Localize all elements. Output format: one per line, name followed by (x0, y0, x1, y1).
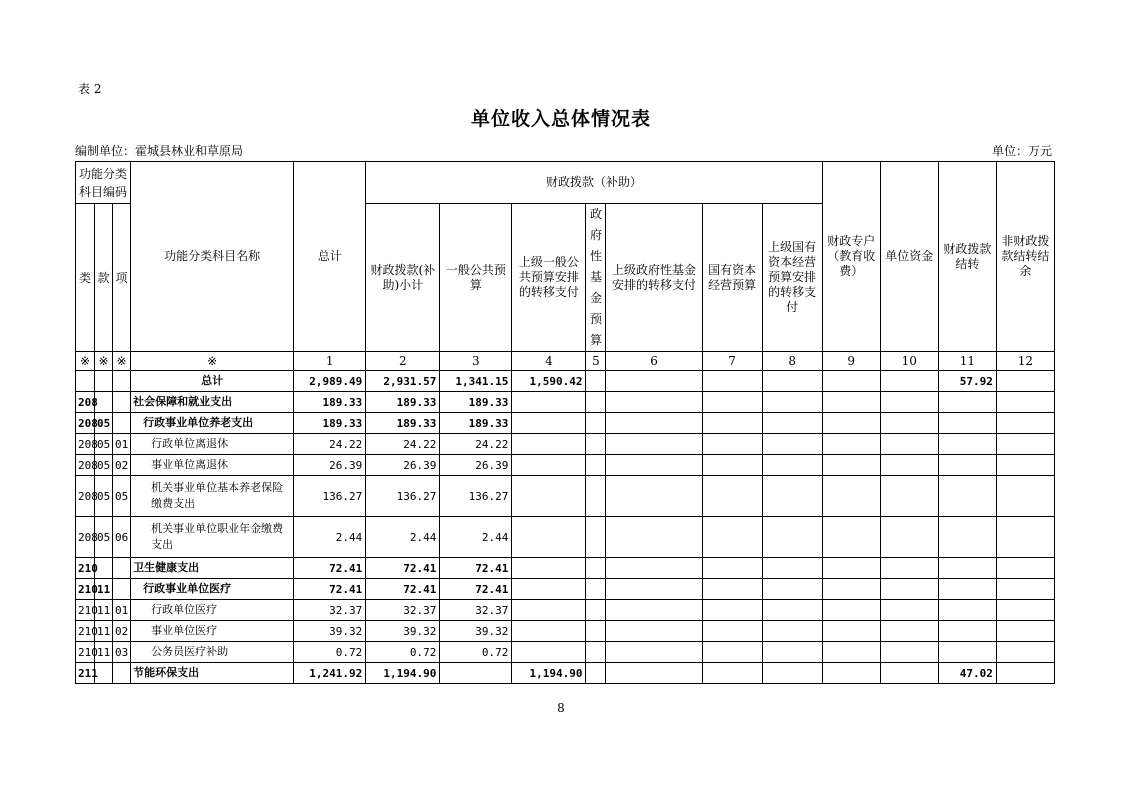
value-unit-funds (880, 663, 938, 684)
value-gov-fund (586, 371, 606, 392)
index-cell: ※ (131, 352, 294, 371)
currency-unit: 单位：万元 (991, 144, 1052, 158)
value-general-budget: 1,341.15 (440, 371, 512, 392)
header-upper-fund: 上级政府性基金安排的转移支付 (606, 204, 702, 352)
table-row (76, 455, 1055, 476)
value-carryover (938, 476, 996, 517)
value-upper-state (762, 600, 822, 621)
value-unit-funds (880, 455, 938, 476)
value-general-budget (440, 663, 512, 684)
value-upper-fund (606, 579, 702, 600)
value-fiscal-subtotal: 2.44 (366, 517, 440, 558)
value-nonfiscal (996, 371, 1054, 392)
index-cell: 10 (880, 352, 938, 371)
index-cell: 3 (440, 352, 512, 371)
value-unit-funds (880, 642, 938, 663)
index-cell: 1 (294, 352, 366, 371)
value-nonfiscal (996, 413, 1054, 434)
value-nonfiscal (996, 434, 1054, 455)
value-upper-fund (606, 663, 702, 684)
header-row-1 (76, 162, 1055, 204)
value-unit-funds (880, 621, 938, 642)
value-general-budget: 72.41 (440, 579, 512, 600)
index-cell: 12 (996, 352, 1054, 371)
table-row (76, 642, 1055, 663)
header-general-budget: 一般公共预算 (440, 204, 512, 352)
value-upper-fund (606, 434, 702, 455)
value-fiscal-subtotal: 189.33 (366, 392, 440, 413)
header-upper-general: 上级一般公共预算安排的转移支付 (512, 204, 586, 352)
value-fiscal-subtotal: 2,931.57 (366, 371, 440, 392)
value-fiscal-subtotal: 72.41 (366, 579, 440, 600)
value-carryover (938, 642, 996, 663)
item-name: 机关事业单位基本养老保险缴费支出 (131, 476, 294, 517)
value-upper-general: 1,194.90 (512, 663, 586, 684)
value-upper-fund (606, 621, 702, 642)
value-gov-fund (586, 558, 606, 579)
table-row (76, 392, 1055, 413)
value-nonfiscal (996, 579, 1054, 600)
value-gov-fund (586, 434, 606, 455)
value-fiscal-subtotal: 0.72 (366, 642, 440, 663)
item-name: 公务员医疗补助 (131, 642, 294, 663)
income-summary-table (75, 161, 1055, 684)
code-lei: 208 (76, 434, 95, 455)
code-lei (76, 371, 95, 392)
value-upper-general (512, 392, 586, 413)
value-general-budget: 39.32 (440, 621, 512, 642)
code-kuan: 05 (95, 517, 113, 558)
value-carryover (938, 558, 996, 579)
value-upper-general (512, 621, 586, 642)
value-upper-general (512, 642, 586, 663)
value-edu (822, 558, 880, 579)
code-kuan: 05 (95, 413, 113, 434)
item-name: 总计 (131, 371, 294, 392)
value-upper-state (762, 558, 822, 579)
value-upper-fund (606, 558, 702, 579)
value-edu (822, 392, 880, 413)
code-lei: 208 (76, 476, 95, 517)
code-kuan: 11 (95, 579, 113, 600)
value-general-budget: 136.27 (440, 476, 512, 517)
code-kuan: 11 (95, 600, 113, 621)
value-carryover: 57.92 (938, 371, 996, 392)
value-nonfiscal (996, 476, 1054, 517)
value-fiscal-subtotal: 189.33 (366, 413, 440, 434)
value-upper-general (512, 413, 586, 434)
table-row (76, 579, 1055, 600)
item-name: 行政事业单位养老支出 (131, 413, 294, 434)
value-total: 189.33 (294, 392, 366, 413)
value-unit-funds (880, 579, 938, 600)
code-lei: 210 (76, 558, 95, 579)
item-name: 行政事业单位医疗 (131, 579, 294, 600)
page-title: 单位收入总体情况表 (470, 108, 651, 130)
value-nonfiscal (996, 392, 1054, 413)
value-upper-state (762, 579, 822, 600)
value-upper-general: 1,590.42 (512, 371, 586, 392)
header-upper-state: 上级国有资本经营预算安排的转移支付 (762, 204, 822, 352)
header-code-group: 功能分类科目编码 (76, 162, 131, 204)
header-unit-funds: 单位资金 (880, 162, 938, 352)
value-fiscal-subtotal: 72.41 (366, 558, 440, 579)
value-gov-fund (586, 621, 606, 642)
value-upper-general (512, 434, 586, 455)
code-lei: 208 (76, 392, 95, 413)
index-cell: 4 (512, 352, 586, 371)
code-kuan: 11 (95, 642, 113, 663)
value-upper-fund (606, 413, 702, 434)
value-general-budget: 2.44 (440, 517, 512, 558)
value-fiscal-subtotal: 1,194.90 (366, 663, 440, 684)
value-state-capital (702, 558, 762, 579)
value-upper-state (762, 476, 822, 517)
value-nonfiscal (996, 455, 1054, 476)
value-nonfiscal (996, 517, 1054, 558)
code-kuan: 05 (95, 476, 113, 517)
value-unit-funds (880, 392, 938, 413)
header-nonfiscal: 非财政拨款结转结余 (996, 162, 1054, 352)
index-cell: 6 (606, 352, 702, 371)
value-general-budget: 24.22 (440, 434, 512, 455)
index-cell: 11 (938, 352, 996, 371)
value-gov-fund (586, 413, 606, 434)
header-gov-fund: 政府性基金预算 (586, 204, 606, 352)
value-upper-fund (606, 371, 702, 392)
value-edu (822, 413, 880, 434)
compiling-unit: 编制单位：霍城县林业和草原局 (75, 144, 244, 158)
code-xiang: 05 (113, 476, 131, 517)
value-unit-funds (880, 476, 938, 517)
value-total: 189.33 (294, 413, 366, 434)
value-state-capital (702, 663, 762, 684)
index-cell: ※ (95, 352, 113, 371)
value-state-capital (702, 517, 762, 558)
value-general-budget: 32.37 (440, 600, 512, 621)
index-cell: 5 (586, 352, 606, 371)
code-lei: 210 (76, 579, 95, 600)
value-fiscal-subtotal: 39.32 (366, 621, 440, 642)
value-fiscal-subtotal: 26.39 (366, 455, 440, 476)
header-fiscal-subtotal: 财政拨款(补助)小计 (366, 204, 440, 352)
value-total: 24.22 (294, 434, 366, 455)
value-upper-fund (606, 600, 702, 621)
code-lei: 208 (76, 455, 95, 476)
value-upper-general (512, 517, 586, 558)
value-carryover (938, 413, 996, 434)
value-upper-state (762, 642, 822, 663)
value-gov-fund (586, 392, 606, 413)
value-gov-fund (586, 476, 606, 517)
code-kuan (95, 371, 113, 392)
value-gov-fund (586, 579, 606, 600)
value-state-capital (702, 392, 762, 413)
code-xiang: 03 (113, 642, 131, 663)
code-xiang: 02 (113, 621, 131, 642)
value-upper-fund (606, 455, 702, 476)
value-upper-fund (606, 476, 702, 517)
header-fiscal-group: 财政拨款（补助） (366, 162, 822, 204)
value-edu (822, 455, 880, 476)
item-name: 社会保障和就业支出 (131, 392, 294, 413)
value-fiscal-subtotal: 32.37 (366, 600, 440, 621)
value-unit-funds (880, 371, 938, 392)
value-upper-general (512, 558, 586, 579)
code-lei: 210 (76, 642, 95, 663)
item-name: 行政单位离退休 (131, 434, 294, 455)
code-lei: 210 (76, 600, 95, 621)
value-total: 136.27 (294, 476, 366, 517)
value-gov-fund (586, 600, 606, 621)
value-total: 72.41 (294, 579, 366, 600)
value-upper-state (762, 371, 822, 392)
table-body (76, 371, 1055, 684)
value-unit-funds (880, 600, 938, 621)
value-upper-general (512, 600, 586, 621)
value-state-capital (702, 413, 762, 434)
header-edu: 财政专户（教育收费） (822, 162, 880, 352)
value-state-capital (702, 455, 762, 476)
item-name: 事业单位离退休 (131, 455, 294, 476)
value-upper-state (762, 392, 822, 413)
header-kuan: 款 (95, 204, 113, 352)
value-upper-general (512, 455, 586, 476)
header-name: 功能分类科目名称 (131, 162, 294, 352)
value-carryover (938, 600, 996, 621)
value-unit-funds (880, 558, 938, 579)
value-total: 26.39 (294, 455, 366, 476)
item-name: 行政单位医疗 (131, 600, 294, 621)
value-upper-fund (606, 642, 702, 663)
index-cell: 8 (762, 352, 822, 371)
table-row (76, 434, 1055, 455)
header-total: 总计 (294, 162, 366, 352)
value-upper-general (512, 579, 586, 600)
value-upper-fund (606, 392, 702, 413)
value-general-budget: 189.33 (440, 413, 512, 434)
code-xiang (113, 579, 131, 600)
value-total: 1,241.92 (294, 663, 366, 684)
index-cell: 2 (366, 352, 440, 371)
value-fiscal-subtotal: 24.22 (366, 434, 440, 455)
value-unit-funds (880, 413, 938, 434)
value-unit-funds (880, 434, 938, 455)
value-edu (822, 663, 880, 684)
value-upper-state (762, 663, 822, 684)
value-fiscal-subtotal: 136.27 (366, 476, 440, 517)
value-gov-fund (586, 642, 606, 663)
value-upper-state (762, 434, 822, 455)
value-nonfiscal (996, 600, 1054, 621)
value-gov-fund (586, 517, 606, 558)
index-cell: 7 (702, 352, 762, 371)
code-kuan: 05 (95, 455, 113, 476)
value-total: 2.44 (294, 517, 366, 558)
code-xiang (113, 413, 131, 434)
value-general-budget: 72.41 (440, 558, 512, 579)
value-state-capital (702, 579, 762, 600)
header-index-row (76, 352, 1055, 371)
value-general-budget: 26.39 (440, 455, 512, 476)
value-carryover (938, 455, 996, 476)
value-total: 32.37 (294, 600, 366, 621)
item-name: 卫生健康支出 (131, 558, 294, 579)
index-cell: ※ (76, 352, 95, 371)
value-upper-general (512, 476, 586, 517)
code-xiang (113, 392, 131, 413)
value-edu (822, 434, 880, 455)
value-total: 39.32 (294, 621, 366, 642)
index-cell: ※ (113, 352, 131, 371)
value-state-capital (702, 642, 762, 663)
header-xiang: 项 (113, 204, 131, 352)
value-upper-state (762, 517, 822, 558)
code-xiang: 02 (113, 455, 131, 476)
value-state-capital (702, 621, 762, 642)
code-kuan: 11 (95, 621, 113, 642)
header-carryover: 财政拨款结转 (938, 162, 996, 352)
header-lei: 类 (76, 204, 95, 352)
code-kuan: 05 (95, 434, 113, 455)
value-state-capital (702, 476, 762, 517)
code-xiang (113, 371, 131, 392)
table-row (76, 517, 1055, 558)
code-lei: 211 (76, 663, 95, 684)
code-xiang: 06 (113, 517, 131, 558)
value-carryover (938, 621, 996, 642)
value-edu (822, 600, 880, 621)
code-lei: 208 (76, 413, 95, 434)
value-edu (822, 579, 880, 600)
value-state-capital (702, 600, 762, 621)
value-upper-state (762, 621, 822, 642)
table-row (76, 371, 1055, 392)
table-row (76, 663, 1055, 684)
index-cell: 9 (822, 352, 880, 371)
value-general-budget: 189.33 (440, 392, 512, 413)
value-edu (822, 476, 880, 517)
item-name: 节能环保支出 (131, 663, 294, 684)
value-gov-fund (586, 663, 606, 684)
code-lei: 210 (76, 621, 95, 642)
value-nonfiscal (996, 621, 1054, 642)
value-edu (822, 642, 880, 663)
value-edu (822, 517, 880, 558)
table-row (76, 476, 1055, 517)
value-carryover (938, 392, 996, 413)
value-carryover (938, 517, 996, 558)
value-general-budget: 0.72 (440, 642, 512, 663)
value-total: 0.72 (294, 642, 366, 663)
value-nonfiscal (996, 558, 1054, 579)
value-state-capital (702, 434, 762, 455)
table-row (76, 621, 1055, 642)
value-edu (822, 621, 880, 642)
code-xiang: 01 (113, 600, 131, 621)
value-state-capital (702, 371, 762, 392)
value-carryover (938, 579, 996, 600)
table-number-label: 表 2 (78, 82, 102, 96)
value-carryover (938, 434, 996, 455)
code-lei: 208 (76, 517, 95, 558)
value-upper-state (762, 413, 822, 434)
value-upper-state (762, 455, 822, 476)
value-nonfiscal (996, 642, 1054, 663)
code-xiang (113, 663, 131, 684)
value-gov-fund (586, 455, 606, 476)
header-state-capital: 国有资本经营预算 (702, 204, 762, 352)
value-edu (822, 371, 880, 392)
value-unit-funds (880, 517, 938, 558)
code-xiang: 01 (113, 434, 131, 455)
item-name: 事业单位医疗 (131, 621, 294, 642)
value-total: 72.41 (294, 558, 366, 579)
table-row (76, 600, 1055, 621)
item-name: 机关事业单位职业年金缴费支出 (131, 517, 294, 558)
value-carryover: 47.02 (938, 663, 996, 684)
value-total: 2,989.49 (294, 371, 366, 392)
value-nonfiscal (996, 663, 1054, 684)
code-xiang (113, 558, 131, 579)
table-row (76, 413, 1055, 434)
table-row (76, 558, 1055, 579)
value-upper-fund (606, 517, 702, 558)
page-number: 8 (557, 701, 565, 715)
